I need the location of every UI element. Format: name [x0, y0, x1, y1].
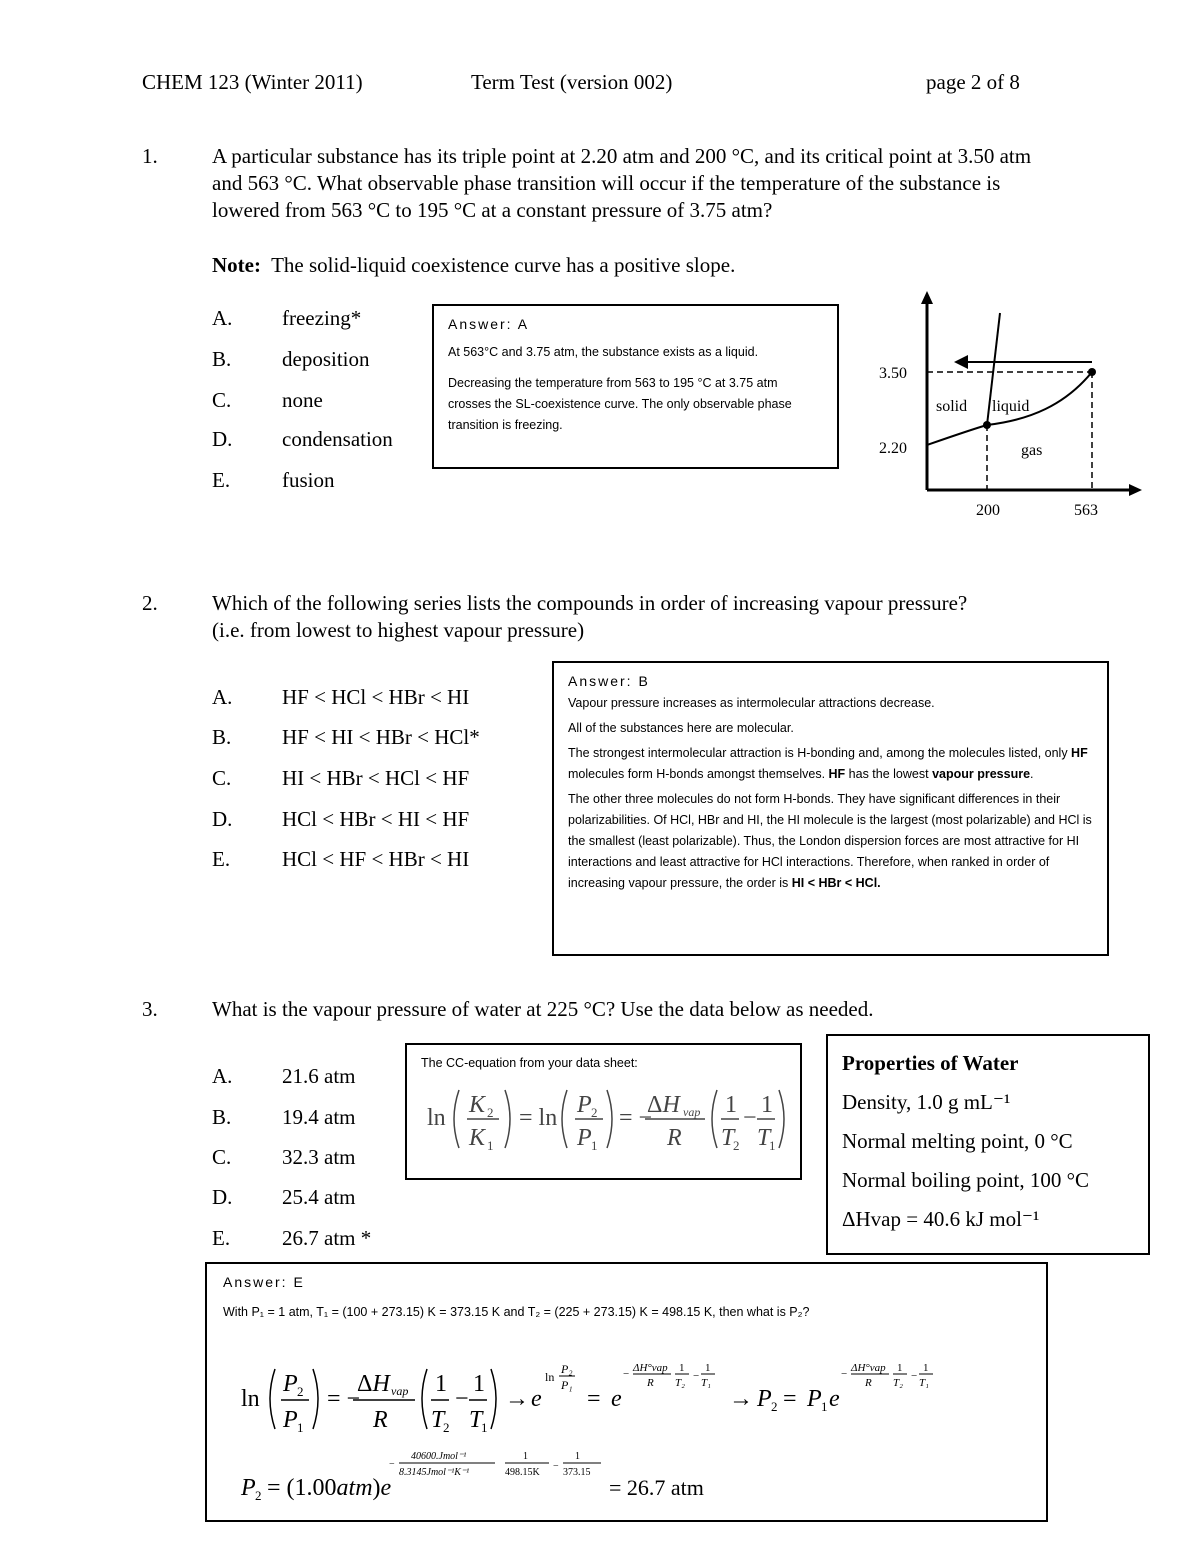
q1-answer-box	[432, 304, 839, 469]
svg-text:1: 1	[591, 1138, 598, 1153]
q2-answer-p4	[568, 789, 1093, 894]
svg-text:−: −	[841, 1368, 848, 1380]
q1-answer-p1: At 563°C and 3.75 atm, the substance exists as a liquid.	[448, 345, 759, 359]
p3-hf: HF	[1071, 746, 1088, 760]
water-boiling-point: Normal boiling point, 100 °C	[842, 1168, 1089, 1192]
svg-text:ln: ln	[545, 1370, 555, 1384]
q2-option-c: HI < HBr < HCl < HF	[282, 766, 470, 790]
q1-option-e-letter: E.	[212, 468, 231, 492]
water-properties-title: Properties of Water	[842, 1051, 1019, 1075]
svg-text:K: K	[469, 1092, 486, 1118]
svg-text:1: 1	[435, 1371, 447, 1397]
q1-note	[212, 252, 735, 279]
svg-text:= (1.00atm)e: = (1.00atm)e	[267, 1475, 392, 1501]
q2-option-b-letter: B.	[212, 725, 232, 749]
x-tick-200: 200	[976, 502, 1000, 519]
svg-text:1: 1	[487, 1138, 494, 1153]
svg-text:P: P	[577, 1125, 592, 1151]
svg-text:= −: = −	[619, 1105, 653, 1131]
p4-order: HI < HBr < HCl.	[791, 876, 881, 890]
critical-point	[1088, 368, 1096, 376]
q1-option-c: none	[282, 388, 323, 412]
q2-answer-title: Answer: B	[568, 673, 650, 689]
svg-text:P₂: P₂	[561, 1362, 573, 1376]
note-text: The solid-liquid coexistence curve has a positive slope.	[271, 253, 736, 277]
svg-text:P₁: P₁	[561, 1378, 573, 1392]
svg-text:−: −	[743, 1105, 757, 1131]
q3-option-c: 32.3 atm	[282, 1145, 356, 1169]
svg-text:e: e	[531, 1386, 542, 1412]
p3-hf-2: HF	[828, 767, 846, 781]
p3-vp: vapour pressure	[932, 767, 1031, 781]
svg-text:1: 1	[725, 1092, 737, 1118]
svg-text:P: P	[283, 1407, 298, 1433]
sublimation-curve	[927, 425, 987, 445]
test-title: Term Test (version 002)	[471, 70, 673, 94]
svg-text:1: 1	[897, 1362, 903, 1374]
water-density: Density, 1.0 g mL⁻¹	[842, 1090, 1011, 1114]
water-properties-box	[826, 1034, 1150, 1255]
svg-text:T: T	[431, 1407, 445, 1433]
q3-derivation	[223, 1327, 1033, 1512]
svg-text:P: P	[283, 1371, 298, 1397]
svg-text:1: 1	[523, 1451, 528, 1462]
q3-option-e-letter: E.	[212, 1226, 231, 1250]
svg-text:1: 1	[575, 1451, 580, 1462]
svg-text:P: P	[757, 1386, 772, 1412]
q1-option-e: fusion	[282, 468, 335, 492]
svg-text:P: P	[807, 1386, 822, 1412]
svg-text:T₁: T₁	[919, 1377, 929, 1389]
svg-text:1: 1	[297, 1420, 304, 1435]
q1-option-a-letter: A.	[212, 306, 233, 330]
q3-option-c-letter: C.	[212, 1145, 232, 1169]
q1-answer-title: Answer: A	[448, 316, 530, 332]
svg-text:ΔH: ΔH	[357, 1371, 390, 1397]
svg-text:8.3145Jmol⁻¹K⁻¹: 8.3145Jmol⁻¹K⁻¹	[399, 1467, 470, 1478]
svg-text:1: 1	[481, 1420, 488, 1435]
q3-answer-box	[205, 1262, 1048, 1522]
x-tick-563: 563	[1074, 502, 1098, 519]
region-liquid: liquid	[992, 398, 1030, 415]
page-number: page 2 of 8	[926, 70, 1020, 94]
svg-text:e: e	[829, 1386, 840, 1412]
svg-text:2: 2	[771, 1399, 778, 1414]
svg-text:2: 2	[591, 1105, 598, 1120]
q3-option-d-letter: D.	[212, 1185, 233, 1209]
q1-option-d: condensation	[282, 427, 393, 451]
y-tick-350: 3.50	[879, 365, 907, 382]
svg-text:1: 1	[923, 1362, 929, 1374]
region-solid: solid	[936, 398, 968, 415]
svg-text:ln: ln	[427, 1105, 446, 1131]
region-gas: gas	[1021, 442, 1043, 459]
q1-option-d-letter: D.	[212, 427, 233, 451]
svg-text:−: −	[623, 1368, 630, 1380]
q1-option-b-letter: B.	[212, 347, 232, 371]
svg-text:−: −	[553, 1461, 559, 1472]
q1-option-c-letter: C.	[212, 388, 232, 412]
q3-final-value: = 26.7 atm	[609, 1475, 704, 1500]
q2-option-a-letter: A.	[212, 685, 233, 709]
svg-text:ΔH°vap: ΔH°vap	[633, 1362, 668, 1374]
q3-option-e: 26.7 atm *	[282, 1226, 372, 1250]
q3-answer-title: Answer: E	[223, 1274, 305, 1290]
svg-text:1: 1	[679, 1362, 685, 1374]
q2-text: Which of the following series lists the compounds in order of increasing vapour pressure? (i.e. from lowest to highest vapour pressure)	[212, 591, 968, 642]
cc-equation-label: The CC-equation from your data sheet:	[421, 1056, 638, 1070]
q2-number: 2.	[142, 591, 158, 615]
q3-option-b-letter: B.	[212, 1105, 232, 1129]
svg-text:T: T	[757, 1125, 771, 1151]
q2-answer-p3	[568, 743, 1093, 785]
svg-text:T₂: T₂	[675, 1377, 685, 1389]
svg-text:vap: vap	[391, 1384, 409, 1398]
q2-option-e: HCl < HF < HBr < HI	[282, 847, 470, 871]
q2-option-e-letter: E.	[212, 847, 231, 871]
p3-end: .	[1030, 767, 1034, 781]
svg-text:40600.Jmol⁻¹: 40600.Jmol⁻¹	[411, 1451, 467, 1462]
svg-text:ΔH: ΔH	[647, 1092, 680, 1118]
q2-option-d-letter: D.	[212, 807, 233, 831]
cc-equation-box	[405, 1043, 802, 1180]
svg-text:P: P	[241, 1475, 256, 1501]
svg-text:T: T	[469, 1407, 483, 1433]
svg-text:=: =	[587, 1386, 601, 1412]
svg-text:2: 2	[297, 1384, 304, 1399]
course-title: CHEM 123 (Winter 2011)	[142, 70, 363, 94]
x-axis-arrow-icon	[1129, 484, 1142, 496]
q2-answer-box	[552, 661, 1109, 956]
q1-text: A particular substance has its triple point at 2.20 atm and 200 °C, and its critical point at 3.50 atm and 563 °C. What observable phase transition will occur if the temperature of the substance is lowered from 563 °C to 195 °C at a constant pressure of 3.75 atm?	[212, 144, 1032, 222]
svg-text:→: →	[729, 1386, 753, 1412]
p3-text-2: molecules form H-bonds amongst themselves.	[568, 767, 829, 781]
svg-text:R: R	[373, 1407, 388, 1433]
note-label: Note:	[212, 253, 261, 277]
svg-text:2: 2	[487, 1105, 494, 1120]
q3-option-a: 21.6 atm	[282, 1064, 356, 1088]
svg-text:= ln: = ln	[519, 1105, 558, 1131]
q1-number: 1.	[142, 144, 158, 168]
svg-text:= −: = −	[327, 1386, 361, 1412]
y-axis-arrow-icon	[921, 291, 933, 304]
q3-option-a-letter: A.	[212, 1064, 233, 1088]
q1-option-a: freezing*	[282, 306, 362, 330]
q3-option-b: 19.4 atm	[282, 1105, 356, 1129]
q3-number: 3.	[142, 997, 158, 1021]
svg-text:→: →	[505, 1386, 529, 1412]
q1-answer-p2: Decreasing the temperature from 563 to 195 °C at 3.75 atm crosses the SL-coexistence curve. The only observable phase transition is freezing.	[448, 376, 792, 432]
svg-text:R: R	[865, 1377, 872, 1389]
q2-answer-p1: Vapour pressure increases as intermolecular attractions decrease.	[568, 696, 935, 710]
svg-text:ΔH°vap: ΔH°vap	[851, 1362, 886, 1374]
p4-text: The other three molecules do not form H-bonds. They have significant differences in their polarizabilities. Of HCl, HBr and HI, the HI molecule is the largest (most polarizable) and HCl is the smallest (least polarizable). Thus, the London dispersion forces are most attractive for HI interactions and least attractive for HCl interactions. Therefore, when ranked in order of increasing vapour pressure, the order is	[568, 792, 1092, 890]
q3-option-d: 25.4 atm	[282, 1185, 356, 1209]
svg-text:1: 1	[705, 1362, 711, 1374]
cooling-arrow-icon	[954, 355, 968, 369]
svg-text:=: =	[783, 1386, 797, 1412]
svg-text:2: 2	[733, 1138, 740, 1153]
svg-text:2: 2	[255, 1488, 262, 1503]
water-melting-point: Normal melting point, 0 °C	[842, 1129, 1073, 1153]
phase-diagram	[870, 285, 1160, 525]
triple-point	[983, 421, 991, 429]
svg-text:T₁: T₁	[701, 1377, 711, 1389]
svg-text:2: 2	[443, 1420, 450, 1435]
y-tick-220: 2.20	[879, 440, 907, 457]
q1-option-b: deposition	[282, 347, 370, 371]
svg-text:K: K	[469, 1125, 486, 1151]
q3-text: What is the vapour pressure of water at 225 °C? Use the data below as needed.	[212, 997, 874, 1021]
svg-text:1: 1	[761, 1092, 773, 1118]
svg-text:1: 1	[821, 1399, 828, 1414]
svg-text:vap: vap	[683, 1105, 701, 1119]
svg-text:498.15K: 498.15K	[505, 1467, 540, 1478]
q2-option-b: HF < HI < HBr < HCl*	[282, 725, 480, 749]
svg-text:−: −	[693, 1370, 700, 1382]
svg-text:1: 1	[473, 1371, 485, 1397]
p3-text: The strongest intermolecular attraction is H-bonding and, among the molecules listed, only	[568, 746, 1072, 760]
q2-option-a: HF < HCl < HBr < HI	[282, 685, 470, 709]
svg-text:e: e	[611, 1386, 622, 1412]
p3-text-3: has the lowest	[845, 767, 933, 781]
water-enthalpy: ΔHvap = 40.6 kJ mol⁻¹	[842, 1207, 1040, 1231]
svg-text:−: −	[389, 1459, 395, 1470]
q2-answer-p2: All of the substances here are molecular.	[568, 721, 794, 735]
svg-text:ln: ln	[241, 1386, 260, 1412]
svg-text:P: P	[577, 1092, 592, 1118]
svg-text:T₂: T₂	[893, 1377, 903, 1389]
q3-answer-line: With P₁ = 1 atm, T₁ = (100 + 273.15) K = 373.15 K and T₂ = (225 + 273.15) K = 498.15 K, then what is P₂?	[223, 1305, 810, 1319]
svg-text:−: −	[911, 1370, 918, 1382]
svg-text:1: 1	[769, 1138, 776, 1153]
q2-option-d: HCl < HBr < HI < HF	[282, 807, 470, 831]
svg-text:373.15: 373.15	[563, 1467, 591, 1478]
cc-equation	[421, 1074, 791, 1164]
svg-text:T: T	[721, 1125, 735, 1151]
svg-text:R: R	[647, 1377, 654, 1389]
svg-text:R: R	[667, 1125, 682, 1151]
q2-option-c-letter: C.	[212, 766, 232, 790]
svg-text:−: −	[455, 1386, 469, 1412]
